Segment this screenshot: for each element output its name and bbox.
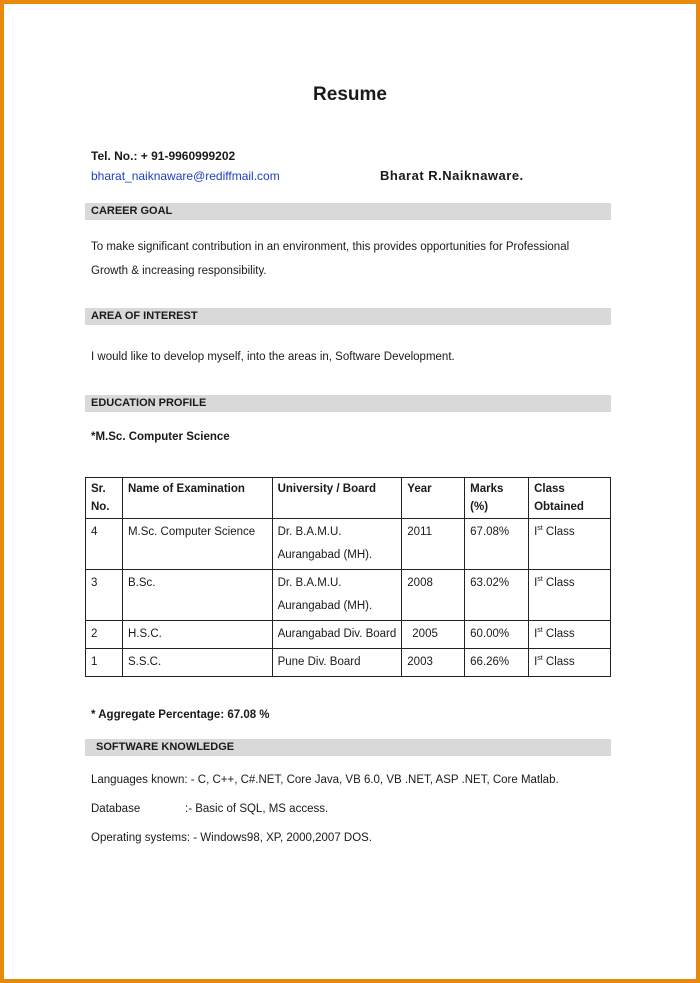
cell-year: 2011 bbox=[402, 519, 465, 570]
cell-board: Dr. B.A.M.U. Aurangabad (MH). bbox=[272, 570, 402, 621]
class-roman: I bbox=[534, 577, 538, 589]
degree-title: *M.Sc. Computer Science bbox=[91, 431, 230, 443]
operating-systems: Operating systems: - Windows98, XP, 2000,2007 DOS. bbox=[91, 832, 373, 844]
column-header: University / Board bbox=[272, 478, 402, 519]
cell-marks: 63.02% bbox=[465, 570, 529, 621]
column-header: Year bbox=[402, 478, 465, 519]
class-ordinal: st bbox=[537, 525, 543, 533]
database-value: :- Basic of SQL, MS access. bbox=[185, 803, 329, 815]
cell-board: Dr. B.A.M.U. Aurangabad (MH). bbox=[272, 519, 402, 570]
section-education-profile: EDUCATION PROFILE bbox=[85, 395, 611, 412]
cell-exam: B.Sc. bbox=[122, 570, 272, 621]
table-row bbox=[86, 621, 611, 649]
languages-known: Languages known: - C, C++, C#.NET, Core Java, VB 6.0, VB .NET, ASP .NET, Core Matlab. bbox=[91, 774, 559, 786]
cell-marks: 67.08% bbox=[465, 519, 529, 570]
cell-year: 2003 bbox=[402, 649, 465, 677]
class-roman: I bbox=[534, 526, 538, 538]
class-label: Class bbox=[542, 577, 575, 589]
cell-marks: 60.00% bbox=[465, 621, 529, 649]
cell-year: 2008 bbox=[402, 570, 465, 621]
table-row bbox=[86, 649, 611, 677]
class-ordinal: st bbox=[537, 576, 543, 584]
class-label: Class bbox=[542, 628, 575, 640]
column-header: Sr. No. bbox=[86, 478, 123, 519]
table-row bbox=[86, 519, 611, 570]
cell-sr: 1 bbox=[86, 649, 123, 677]
education-table bbox=[85, 477, 611, 677]
column-header: Class Obtained bbox=[529, 478, 611, 519]
cell-board: Pune Div. Board bbox=[272, 649, 402, 677]
cell-board: Aurangabad Div. Board bbox=[272, 621, 402, 649]
cell-year: 2005 bbox=[402, 621, 465, 649]
database-label: Database bbox=[91, 803, 141, 815]
career-goal-text: To make significant contribution in an environment, this provides opportunities for Professional Growth & increasing responsibility. bbox=[91, 241, 570, 277]
cell-sr: 2 bbox=[86, 621, 123, 649]
table-header-row bbox=[86, 478, 611, 519]
class-ordinal: st bbox=[537, 627, 543, 635]
page-title: Resume bbox=[313, 84, 387, 105]
cell-sr: 3 bbox=[86, 570, 123, 621]
section-area-of-interest: AREA OF INTEREST bbox=[85, 308, 611, 325]
applicant-name: Bharat R.Naiknaware. bbox=[380, 168, 524, 183]
cell-exam: M.Sc. Computer Science bbox=[122, 519, 272, 570]
cell-class bbox=[529, 519, 611, 570]
table-row bbox=[86, 570, 611, 621]
aggregate-percentage: * Aggregate Percentage: 67.08 % bbox=[91, 709, 270, 721]
area-of-interest-text: I would like to develop myself, into the areas in, Software Development. bbox=[91, 351, 455, 363]
section-software-knowledge: SOFTWARE KNOWLEDGE bbox=[85, 739, 611, 756]
cell-class bbox=[529, 570, 611, 621]
cell-sr: 4 bbox=[86, 519, 123, 570]
column-header: Marks (%) bbox=[465, 478, 529, 519]
class-label: Class bbox=[542, 656, 575, 668]
cell-class bbox=[529, 649, 611, 677]
class-ordinal: st bbox=[537, 655, 543, 663]
cell-exam: S.S.C. bbox=[122, 649, 272, 677]
column-header: Name of Examination bbox=[122, 478, 272, 519]
telephone: Tel. No.: + 91-9960999202 bbox=[91, 149, 236, 163]
cell-marks: 66.26% bbox=[465, 649, 529, 677]
cell-exam: H.S.C. bbox=[122, 621, 272, 649]
cell-class bbox=[529, 621, 611, 649]
class-roman: I bbox=[534, 628, 538, 640]
email-link[interactable]: bharat_naiknaware@rediffmail.com bbox=[91, 169, 280, 183]
class-label: Class bbox=[542, 526, 575, 538]
class-roman: I bbox=[534, 656, 538, 668]
section-career-goal: CAREER GOAL bbox=[85, 203, 611, 220]
